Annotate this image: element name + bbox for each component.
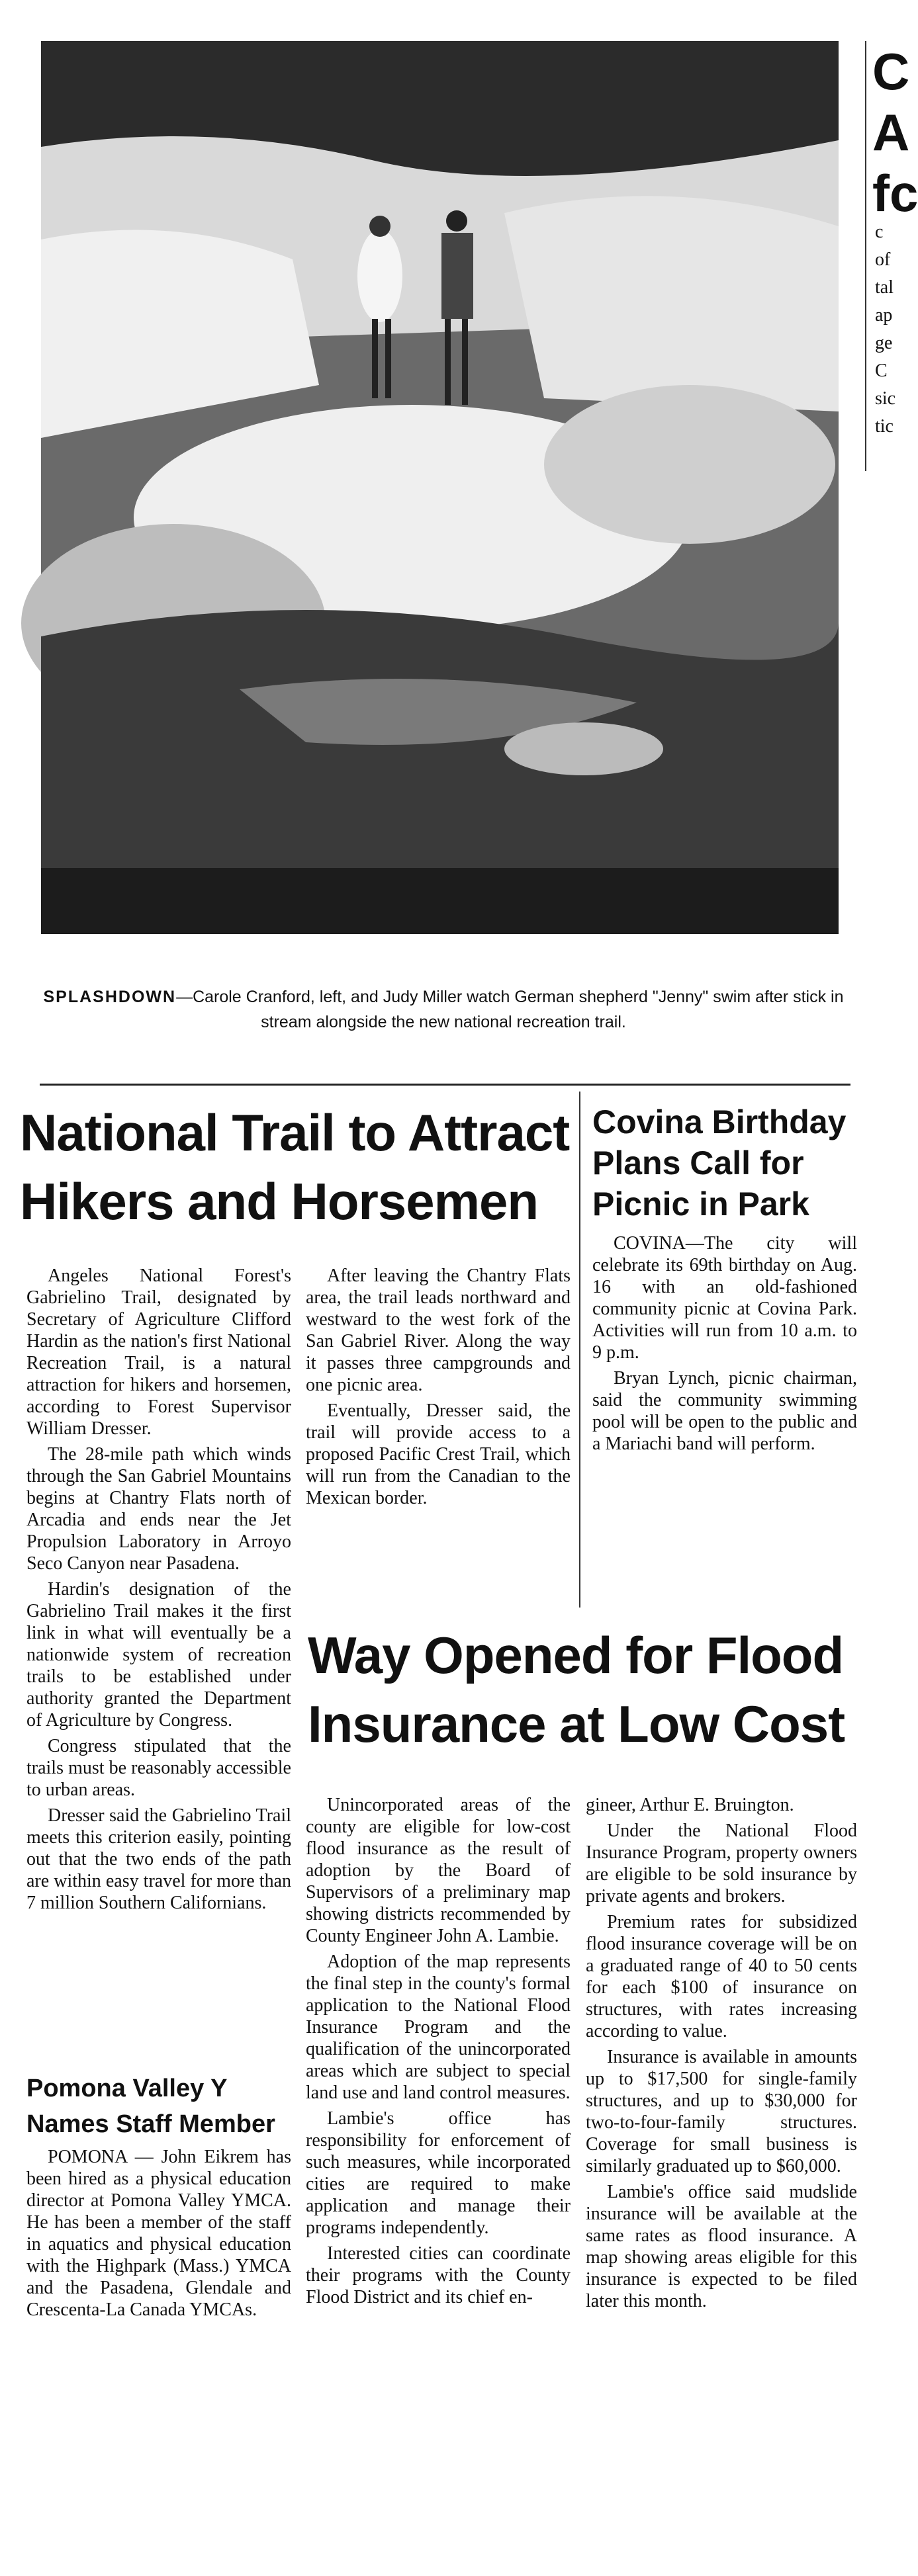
paragraph: The 28-mile path which winds through the San Gabriel Mountains begins at Chantry Flats north of Arcadia and ends near the Jet Propulsion Laboratory in Arroyo Seco Canyon near Pasadena. bbox=[26, 1444, 291, 1574]
column-divider bbox=[579, 1092, 580, 1608]
paragraph: Lambie's office has responsibility for enforcement of such measures, while incorporated cities are required to make application and manage their programs independently. bbox=[306, 2108, 571, 2238]
stream-rocks-photo bbox=[41, 41, 839, 934]
news-photo bbox=[41, 41, 839, 934]
paragraph: POMONA — John Eikrem has been hired as a physical education director at Pomona Valley YMCA. He has been a member of the staff in aquatics and physical education with the Highpark (Mass.) YMCA and the Pasadena, Glendale and Crescenta-La Canada YMCAs. bbox=[26, 2147, 291, 2320]
photo-caption bbox=[36, 984, 850, 1035]
paragraph: Insurance is available in amounts up to $17,500 for single-family structures, and up to $30,000 for two-to-four-family structures. Coverage for small business is similarly graduated up to $60,000. bbox=[586, 2047, 857, 2176]
section-rule bbox=[40, 1084, 850, 1086]
covina-body bbox=[592, 1232, 857, 1455]
trail-story-col2 bbox=[306, 1265, 571, 1513]
paragraph: Bryan Lynch, picnic chairman, said the community swimming pool will be open to the public and a Mariachi band will perform. bbox=[592, 1368, 857, 1454]
pomona-headline: Pomona Valley Y Names Staff Member bbox=[26, 2075, 275, 2138]
trail-story-col1 bbox=[26, 1265, 291, 1918]
column-divider bbox=[865, 41, 866, 471]
pomona-body bbox=[26, 2146, 291, 2321]
covina-headline: Covina Birthday Plans Call for Picnic in Park bbox=[592, 1103, 847, 1223]
paragraph: Unincorporated areas of the county are eligible for low-cost flood insurance as the result of adoption by the Board of Supervisors of a preliminary map showing districts recommended by County Engineer John A. Lambie. bbox=[306, 1795, 571, 1946]
paragraph: Eventually, Dresser said, the trail will provide access to a proposed Pacific Crest Trail, which will run from the Canadian to the Mexican border. bbox=[306, 1400, 571, 1508]
trail-story-headline-box bbox=[20, 1098, 576, 1236]
cutoff-headline: C A fc bbox=[872, 42, 918, 222]
flood-story-headline: Way Opened for Flood Insurance at Low Cost bbox=[308, 1626, 845, 1753]
paragraph: Interested cities can coordinate their programs with the County Flood District and its chief en- bbox=[306, 2243, 571, 2307]
pomona-story bbox=[26, 2071, 291, 2325]
caption-lead: SPLASHDOWN bbox=[43, 988, 177, 1006]
paragraph: Premium rates for subsidized flood insurance coverage will be on a graduated range of 40 to 50 cents for each $100 of insurance on structures, with rates increasing according to value. bbox=[586, 1912, 857, 2041]
flood-story-col2 bbox=[586, 1794, 857, 2316]
paragraph: Dresser said the Gabrielino Trail meets this criterion easily, pointing out that the two ends of the path are within easy travel for more than 7 million Southern Californians. bbox=[26, 1805, 291, 1913]
paragraph: After leaving the Chantry Flats area, the trail leads northward and westward to the west fork of the San Gabriel River. Along the way it passes three campgrounds and one picnic area. bbox=[306, 1266, 571, 1395]
caption-text: —Carole Cranford, left, and Judy Miller watch German shepherd "Jenny" swim after stick in stream alongside the new national recreation trail. bbox=[176, 988, 844, 1031]
paragraph: Lambie's office said mudslide insurance will be available at the same rates as flood insurance. A map showing areas eligible for this insurance is expected to be filed later this month. bbox=[586, 2182, 857, 2311]
cutoff-text: c of tal ap ge C sic tic bbox=[875, 222, 896, 437]
covina-story bbox=[592, 1101, 857, 1459]
paragraph: Adoption of the map represents the final step in the county's formal application to the National Flood Insurance Program and the qualification of the unincorporated areas which are subject to special land use and land control measures. bbox=[306, 1952, 571, 2103]
paragraph: gineer, Arthur E. Bruington. bbox=[586, 1795, 794, 1815]
trail-story-headline: National Trail to Attract Hikers and Horsemen bbox=[20, 1103, 570, 1230]
flood-story-headline-box bbox=[308, 1621, 864, 1758]
paragraph: COVINA—The city will celebrate its 69th birthday on Aug. 16 with an old-fashioned community picnic at Covina Park. Activities will run from 10 a.m. to 9 p.m. bbox=[592, 1233, 857, 1363]
flood-story-col1 bbox=[306, 1794, 571, 2312]
paragraph: Under the National Flood Insurance Program, property owners are eligible to be sold insurance by private agents and brokers. bbox=[586, 1821, 857, 1907]
paragraph: Angeles National Forest's Gabrielino Trail, designated by Secretary of Agriculture Clifford Hardin as the nation's first National Recreation Trail, is a natural attraction for hikers and horsemen, according to Forest Supervisor William Dresser. bbox=[26, 1266, 291, 1439]
paragraph: Congress stipulated that the trails must be reasonably accessible to urban areas. bbox=[26, 1736, 291, 1800]
paragraph: Hardin's designation of the Gabrielino Trail makes it the first link in what will eventually be a nationwide system of recreation trails to be established under authority granted the Department of Agriculture by Congress. bbox=[26, 1579, 291, 1731]
